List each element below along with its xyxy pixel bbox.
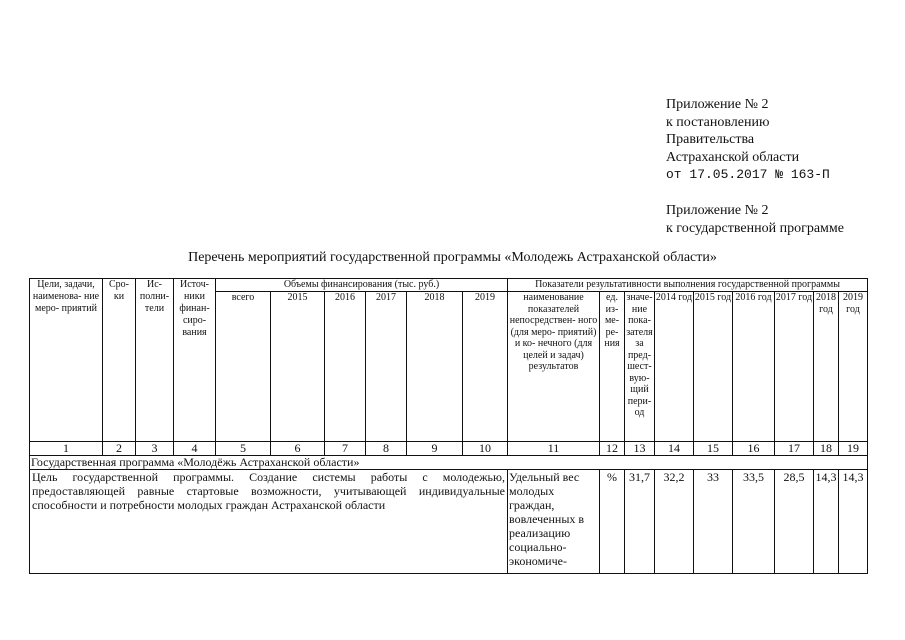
appendix-block-resolution bbox=[666, 96, 830, 184]
goal-value-2015: 33 bbox=[694, 470, 733, 574]
header-year-2015: 2015 год bbox=[694, 292, 733, 442]
column-number: 10 bbox=[463, 442, 508, 456]
header-indicators-group: Показатели результативности выполнения государственной программы bbox=[508, 279, 868, 292]
header-terms: Сро- ки bbox=[103, 279, 136, 442]
goal-description: Цель государственной программы. Создание системы работы с молодежью, предоставляющей равные стартовые возможности, учитывающей индивидуальные способности и потребности молодых граждан Астраханской области bbox=[30, 470, 508, 574]
column-number: 2 bbox=[103, 442, 136, 456]
column-number-row bbox=[30, 442, 868, 456]
goal-value-2017: 28,5 bbox=[775, 470, 814, 574]
header-previous-value: значе- ние пока- зателя за пред- шест- вую- щий пери- од bbox=[625, 292, 655, 442]
column-number: 14 bbox=[655, 442, 694, 456]
header-2017: 2017 bbox=[366, 292, 407, 442]
section-row bbox=[30, 456, 868, 470]
column-number: 11 bbox=[508, 442, 600, 456]
goal-indicator-name: Удельный вес молодых граждан, вовлеченных в реализацию социально-экономиче- bbox=[508, 470, 600, 574]
header-total: всего bbox=[216, 292, 271, 442]
document-title: Перечень мероприятий государственной программы «Молодежь Астраханской области» bbox=[188, 250, 717, 265]
goal-value-2018: 14,3 bbox=[814, 470, 839, 574]
column-number: 5 bbox=[216, 442, 271, 456]
header-goals: Цели, задачи, наименова- ние меро- приятий bbox=[30, 279, 103, 442]
appendix-number: Приложение № 2 bbox=[666, 97, 769, 112]
column-number: 4 bbox=[174, 442, 216, 456]
header-2018: 2018 bbox=[407, 292, 463, 442]
goal-value-2016: 33,5 bbox=[733, 470, 775, 574]
appendix-to-resolution: к постановлению bbox=[666, 114, 770, 130]
column-number: 17 bbox=[775, 442, 814, 456]
column-number: 1 bbox=[30, 442, 103, 456]
header-year-2019: 2019 год bbox=[839, 292, 868, 442]
header-indicator-name: наименование показателей непосредствен- ного (для меро- приятий) и ко- нечного (для целей и задач) результатов bbox=[508, 292, 600, 442]
column-number: 8 bbox=[366, 442, 407, 456]
column-number: 15 bbox=[694, 442, 733, 456]
appendix-block-program bbox=[666, 202, 844, 237]
header-funding-group: Объемы финансирования (тыс. руб.) bbox=[216, 279, 508, 292]
header-2015: 2015 bbox=[271, 292, 325, 442]
goal-value-previous: 31,7 bbox=[625, 470, 655, 574]
appendix-number-2: Приложение № 2 bbox=[666, 203, 769, 218]
column-number: 6 bbox=[271, 442, 325, 456]
appendix-to-program: к государственной программе bbox=[666, 220, 844, 236]
column-number: 18 bbox=[814, 442, 839, 456]
column-number: 3 bbox=[136, 442, 174, 456]
goal-row bbox=[30, 470, 868, 574]
measures-table bbox=[29, 278, 868, 574]
appendix-date-number: от 17.05.2017 № 163-П bbox=[666, 167, 830, 182]
header-2019: 2019 bbox=[463, 292, 508, 442]
header-year-2014: 2014 год bbox=[655, 292, 694, 442]
column-number: 7 bbox=[325, 442, 366, 456]
appendix-region: Астраханской области bbox=[666, 149, 800, 165]
header-funding-sources: Источ- ники финан- сиро- вания bbox=[174, 279, 216, 442]
header-unit: ед. из- ме- ре- ния bbox=[600, 292, 625, 442]
header-year-2016: 2016 год bbox=[733, 292, 775, 442]
column-number: 13 bbox=[625, 442, 655, 456]
header-year-2018: 2018 год bbox=[814, 292, 839, 442]
column-number: 19 bbox=[839, 442, 868, 456]
column-number: 9 bbox=[407, 442, 463, 456]
goal-value-2019: 14,3 bbox=[839, 470, 868, 574]
section-title: Государственная программа «Молодёжь Астраханской области» bbox=[30, 456, 868, 470]
goal-unit: % bbox=[600, 470, 625, 574]
goal-value-2014: 32,2 bbox=[655, 470, 694, 574]
column-number: 16 bbox=[733, 442, 775, 456]
appendix-government: Правительства bbox=[666, 132, 755, 147]
header-executors: Ис- полни- тели bbox=[136, 279, 174, 442]
header-2016: 2016 bbox=[325, 292, 366, 442]
header-year-2017: 2017 год bbox=[775, 292, 814, 442]
column-number: 12 bbox=[600, 442, 625, 456]
